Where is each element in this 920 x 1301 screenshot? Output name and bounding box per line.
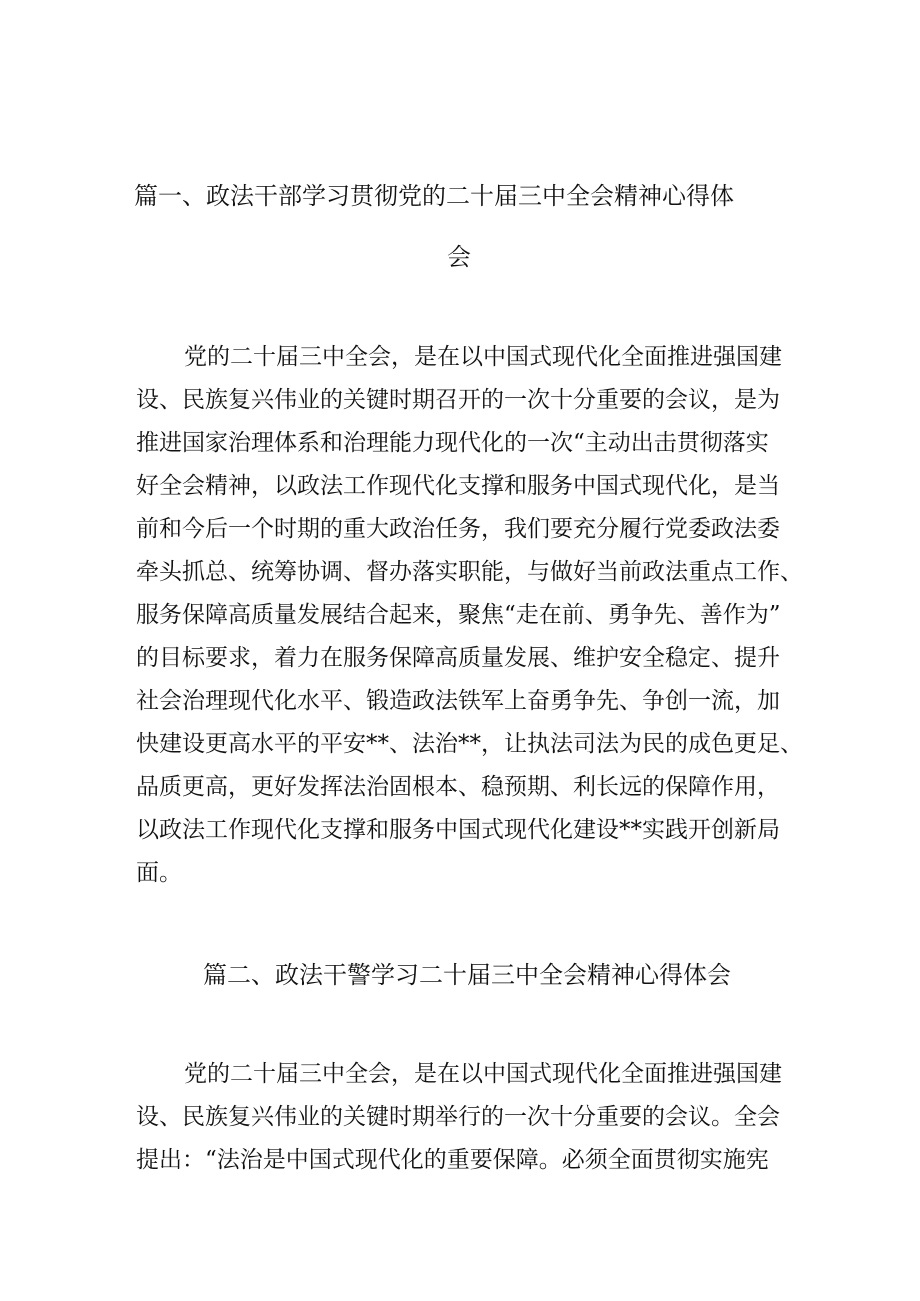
body-line: 设、民族复兴伟业的关键时期举行的一次十分重要的会议。全会	[136, 1104, 780, 1130]
body-line: 党的二十届三中全会，是在以中国式现代化全面推进强国建	[184, 1061, 782, 1087]
body-line: 快建设更高水平的平安**、法治**，让执法司法为民的成色更足、	[136, 731, 803, 757]
section1-title-line1: 篇一、政法干部学习贯彻党的二十届三中全会精神心得体	[134, 182, 734, 210]
body-line: 社会治理现代化水平、锻造政法铁军上奋勇争先、争创一流，加	[136, 688, 780, 714]
body-line: 以政法工作现代化支撑和服务中国式现代化建设**实践开创新局	[136, 817, 780, 843]
body-line: 提出：“法治是中国式现代化的重要保障。必须全面贯彻实施宪	[136, 1147, 769, 1173]
body-line: 的目标要求，着力在服务保障高质量发展、维护安全稳定、提升	[136, 645, 780, 671]
body-line: 服务保障高质量发展结合起来，聚焦“走在前、勇争先、善作为”	[136, 602, 781, 628]
body-line: 面。	[136, 860, 182, 886]
section1-title-line2: 会	[447, 243, 471, 271]
body-line: 品质更高，更好发挥法治固根本、稳预期、利长远的保障作用，	[136, 774, 780, 800]
body-line: 前和今后一个时期的重大政治任务，我们要充分履行党委政法委	[136, 516, 780, 542]
body-line: 设、民族复兴伟业的关键时期召开的一次十分重要的会议，是为	[136, 387, 780, 413]
body-line: 推进国家治理体系和治理能力现代化的一次“主动出击贯彻落实	[136, 430, 769, 456]
body-line: 牵头抓总、统筹协调、督办落实职能，与做好当前政法重点工作、	[136, 559, 803, 585]
body-line: 好全会精神，以政法工作现代化支撑和服务中国式现代化，是当	[136, 473, 780, 499]
body-line: 党的二十届三中全会，是在以中国式现代化全面推进强国建	[184, 344, 782, 370]
section2-title: 篇二、政法干警学习二十届三中全会精神心得体会	[203, 961, 731, 989]
